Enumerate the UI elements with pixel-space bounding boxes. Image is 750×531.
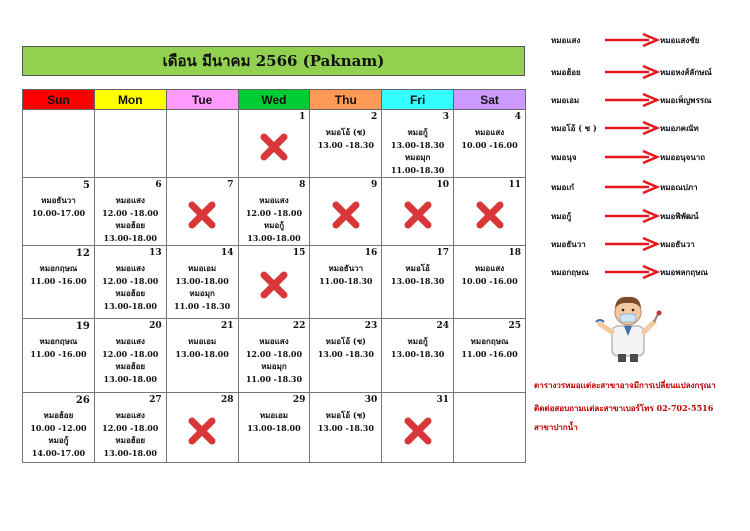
doctor-name: หมอโอ้ [405, 263, 430, 273]
legend-row [547, 66, 747, 80]
legend-row [547, 238, 747, 252]
shift-time: 10.00-17.00 [31, 207, 86, 218]
calendar-day-cell [94, 110, 166, 178]
doctor-name: หมอฮ้อย [115, 220, 146, 230]
shift-time: 10.00 -12.00 [30, 422, 87, 433]
nickname: หมอโอ้ ( ช ) [551, 123, 597, 133]
day-number: 27 [149, 395, 162, 405]
doctor-name: หมอแสง [474, 127, 505, 137]
nickname: หมอกฤษณ [551, 267, 589, 277]
day-number: 3 [442, 112, 450, 122]
doctor-schedule [167, 335, 238, 360]
doctor-name: หมอแสง [474, 263, 505, 273]
day-number: 24 [436, 321, 450, 331]
arrow-right-icon [603, 236, 661, 252]
shift-time: 11.00 -16.00 [30, 348, 87, 359]
doctor-name: หมอแสง [115, 263, 145, 273]
doctor-name: หมอธันวา [328, 263, 364, 273]
calendar-day-cell [310, 246, 382, 319]
shift-time: 11.00-18.30 [390, 164, 445, 175]
calendar-day-cell [23, 246, 95, 319]
legend-row [547, 210, 747, 224]
doctor-schedule [454, 126, 525, 151]
arrow-right-icon [603, 264, 661, 280]
day-number: 7 [227, 180, 234, 190]
doctor-name: หมอฮ้อย [115, 361, 146, 371]
doctor-schedule [95, 335, 166, 385]
calendar-day-cell [382, 178, 454, 246]
closed-x-icon [259, 132, 289, 162]
day-number: 17 [436, 248, 450, 258]
shift-time: 14.00-17.00 [31, 447, 86, 458]
calendar-day-cell [238, 110, 310, 178]
day-number: 5 [82, 180, 90, 191]
calendar-day-cell [382, 246, 454, 319]
shift-time: 13.00-18.00 [103, 373, 157, 384]
day-number: 12 [75, 248, 90, 259]
arrow-right-icon [603, 64, 661, 80]
doctor-schedule [95, 262, 166, 312]
doctor-schedule [382, 335, 453, 360]
doctor-name: หมอกู้ [48, 435, 69, 445]
doctor-name: หมอแสง [259, 336, 289, 346]
shift-time: 11.00-18.30 [319, 275, 373, 286]
doctor-schedule [239, 335, 310, 385]
shift-time: 13.00-18.30 [390, 139, 445, 150]
closed-x-icon [331, 200, 361, 230]
shift-time: 12.00 -18.00 [245, 348, 303, 359]
shift-time: 13.00-18.00 [247, 422, 301, 433]
shift-time: 13.00 -18.30 [317, 139, 374, 150]
shift-time: 12.00 -18.00 [102, 207, 159, 218]
calendar-day-cell [382, 110, 454, 178]
calendar-body [23, 110, 526, 463]
weekday-header-row [23, 90, 526, 110]
doctor-schedule [23, 194, 94, 219]
calendar-day-cell [23, 110, 95, 178]
calendar-day-cell [382, 319, 454, 393]
shift-time: 11.00 -16.00 [461, 348, 518, 359]
nickname: หมอกู้ [551, 211, 572, 221]
doctor-name: หมอกฤษณ [39, 263, 78, 273]
doctor-schedule [382, 126, 453, 176]
doctor-name: หมอมุก [404, 152, 431, 162]
day-number: 26 [75, 395, 90, 406]
full-name: หมอณปภา [660, 182, 698, 192]
full-name: หมออนุจนาถ [660, 152, 706, 162]
nickname: หมอเก๋ [551, 182, 574, 192]
legend-row [547, 122, 747, 136]
calendar-day-cell [454, 178, 526, 246]
full-name: หมอหงส์ลักษณ์ [660, 67, 712, 77]
doctor-name: หมอมุก [189, 288, 215, 298]
legend-row [547, 266, 747, 280]
notice-line: ตารางวรหมอเเต่ละสาขาอาจมีการเปลี่ยนแปลงกรุณา [534, 380, 716, 390]
doctor-name: หมอแสง [115, 336, 145, 346]
doctor-schedule [167, 262, 238, 312]
calendar-day-cell [94, 393, 166, 463]
calendar-day-cell [454, 246, 526, 319]
calendar-week-row [23, 393, 526, 463]
day-number: 28 [221, 395, 234, 405]
day-number: 20 [149, 321, 162, 331]
doctor-name: หมอมุก [261, 361, 287, 371]
weekday-header-mon: Mon [94, 90, 166, 110]
closed-x-icon [403, 416, 433, 446]
shift-time: 13.00-18.30 [390, 348, 445, 359]
weekday-header-wed: Wed [238, 90, 310, 110]
day-number: 13 [149, 248, 162, 258]
doctor-schedule [23, 409, 94, 459]
day-number: 11 [508, 180, 521, 190]
calendar-day-cell [238, 246, 310, 319]
closed-x-icon [187, 416, 217, 446]
shift-time: 13.00-18.00 [103, 232, 157, 243]
doctor-name: หมอฮ้อย [43, 410, 74, 420]
doctor-schedule [454, 335, 525, 360]
calendar-day-cell [166, 178, 238, 246]
arrow-right-icon [603, 149, 661, 165]
shift-time: 13.00-18.00 [175, 275, 229, 286]
calendar-day-cell [454, 110, 526, 178]
calendar-day-cell [238, 393, 310, 463]
day-number: 18 [508, 248, 521, 258]
day-number: 31 [436, 395, 450, 405]
nickname: หมอเอม [551, 95, 580, 105]
shift-time: 13.00-18.30 [390, 275, 445, 286]
doctor-schedule [95, 409, 166, 459]
day-number: 25 [508, 321, 521, 331]
calendar-day-cell [310, 178, 382, 246]
calendar-week-row [23, 319, 526, 393]
day-number: 6 [155, 180, 162, 190]
arrow-right-icon [603, 32, 661, 48]
calendar-week-row [23, 110, 526, 178]
shift-time: 12.00 -18.00 [102, 275, 159, 286]
doctor-name: หมอกู้ [407, 336, 428, 346]
day-number: 15 [292, 248, 306, 258]
calendar-day-cell [166, 246, 238, 319]
calendar-day-cell [310, 319, 382, 393]
calendar-week-row [23, 246, 526, 319]
doctor-schedule [310, 335, 381, 360]
day-number: 9 [370, 180, 378, 190]
doctor-schedule [23, 335, 94, 360]
doctor-name: หมอฮ้อย [115, 288, 146, 298]
full-name: หมอแสงชัย [660, 35, 700, 45]
day-number: 21 [221, 321, 234, 331]
day-number: 4 [514, 112, 521, 122]
calendar-day-cell [310, 110, 382, 178]
legend-row [547, 181, 747, 195]
calendar-day-cell [94, 178, 166, 246]
full-name: หมอพลกฤษณ [660, 267, 708, 277]
day-number: 29 [292, 395, 306, 405]
doctor-name: หมอเอม [188, 263, 217, 273]
day-number: 14 [221, 248, 234, 258]
doctor-schedule [382, 262, 453, 287]
doctor-name: หมอกฤษณ [470, 336, 509, 346]
closed-x-icon [475, 200, 505, 230]
doctor-name: หมอกฤษณ [39, 336, 78, 346]
nickname: หมอฮ้อย [551, 67, 581, 77]
calendar-day-cell [23, 393, 95, 463]
closed-x-icon [259, 270, 289, 300]
notice-line: ติดต่อสอบถามเเต่ละสาขาเบอร์โทร 02-702-5516 [534, 403, 714, 413]
shift-time: 12.00 -18.00 [102, 422, 159, 433]
shift-time: 13.00 -18.30 [317, 348, 374, 359]
nickname: หมอแสง [551, 35, 581, 45]
calendar-day-cell [23, 319, 95, 393]
doctor-name: หมอกู้ [263, 220, 285, 230]
doctor-schedule [95, 194, 166, 244]
arrow-right-icon [603, 179, 661, 195]
full-name: หมอเพ็ญพรรณ [660, 95, 712, 105]
day-number: 30 [364, 395, 378, 405]
closed-x-icon [403, 200, 433, 230]
weekday-header-sat: Sat [454, 90, 526, 110]
doctor-schedule [310, 126, 381, 151]
calendar-day-cell [238, 178, 310, 246]
calendar-day-cell [454, 319, 526, 393]
doctor-name: หมอเอม [259, 410, 289, 420]
calendar-day-cell [382, 393, 454, 463]
calendar-day-cell [94, 319, 166, 393]
weekday-header-thu: Thu [310, 90, 382, 110]
day-number: 8 [299, 180, 306, 190]
shift-time: 13.00 -18.30 [317, 422, 374, 433]
calendar-day-cell [238, 319, 310, 393]
calendar-week-row [23, 178, 526, 246]
doctor-name: หมอโอ้ (ช) [325, 410, 366, 420]
closed-x-icon [187, 200, 217, 230]
doctor-schedule [239, 409, 310, 434]
calendar-day-cell [166, 110, 238, 178]
day-number: 2 [370, 112, 378, 122]
calendar-day-cell [310, 393, 382, 463]
shift-time: 12.00 -18.00 [102, 348, 159, 359]
calendar-day-cell [166, 393, 238, 463]
doctor-name: หมอโอ้ (ช) [325, 336, 366, 346]
nickname: หมอนุจ [551, 152, 577, 162]
shift-time: 13.00-18.00 [247, 232, 301, 243]
calendar-day-cell [454, 393, 526, 463]
notice-line: สาขาปากน้ำ [534, 422, 578, 432]
day-number: 23 [364, 321, 378, 331]
shift-time: 11.00 -16.00 [30, 275, 87, 286]
calendar-day-cell [166, 319, 238, 393]
doctor-name: หมอแสง [115, 410, 145, 420]
shift-time: 13.00-18.00 [175, 348, 229, 359]
shift-time: 11.00 -18.30 [245, 373, 303, 384]
arrow-right-icon [603, 92, 661, 108]
day-number: 10 [436, 180, 450, 190]
legend-row [547, 34, 747, 48]
day-number: 1 [299, 112, 306, 122]
calendar-day-cell [23, 178, 95, 246]
doctor-schedule [310, 409, 381, 434]
doctor-name: หมอเอม [188, 336, 217, 346]
full-name: หมอภคณัท [660, 123, 699, 133]
calendar-day-cell [94, 246, 166, 319]
day-number: 16 [364, 248, 378, 258]
legend-row [547, 94, 747, 108]
full-name: หมอพิพัฒน์ [660, 211, 699, 221]
shift-time: 11.00 -18.30 [174, 300, 231, 311]
weekday-header-sun: Sun [23, 90, 95, 110]
doctor-name: หมอโอ้ (ช) [325, 127, 366, 137]
calendar-grid [22, 89, 526, 463]
weekday-header-tue: Tue [166, 90, 238, 110]
arrow-right-icon [603, 208, 661, 224]
shift-time: 10.00 -16.00 [461, 139, 518, 150]
doctor-schedule [23, 262, 94, 287]
day-number: 19 [75, 321, 90, 332]
doctor-illustration-icon [592, 292, 664, 364]
shift-time: 12.00 -18.00 [245, 207, 303, 218]
full-name: หมอธันวา [660, 239, 695, 249]
doctor-name: หมอฮ้อย [115, 435, 146, 445]
doctor-schedule [239, 194, 310, 244]
legend-row [547, 151, 747, 165]
doctor-name: หมอกู้ [407, 127, 428, 137]
weekday-header-fri: Fri [382, 90, 454, 110]
doctor-schedule [310, 262, 381, 287]
nickname: หมอธันวา [551, 239, 586, 249]
shift-time: 13.00-18.00 [103, 447, 157, 458]
day-number: 22 [292, 321, 306, 331]
doctor-name: หมอแสง [259, 195, 289, 205]
month-title: เดือน มีนาคม 2566 (Paknam) [22, 46, 525, 76]
doctor-schedule [454, 262, 525, 287]
shift-time: 13.00-18.00 [103, 300, 157, 311]
arrow-right-icon [603, 120, 661, 136]
doctor-name: หมอธันวา [41, 195, 76, 205]
shift-time: 10.00 -16.00 [461, 275, 518, 286]
doctor-name: หมอแสง [115, 195, 145, 205]
